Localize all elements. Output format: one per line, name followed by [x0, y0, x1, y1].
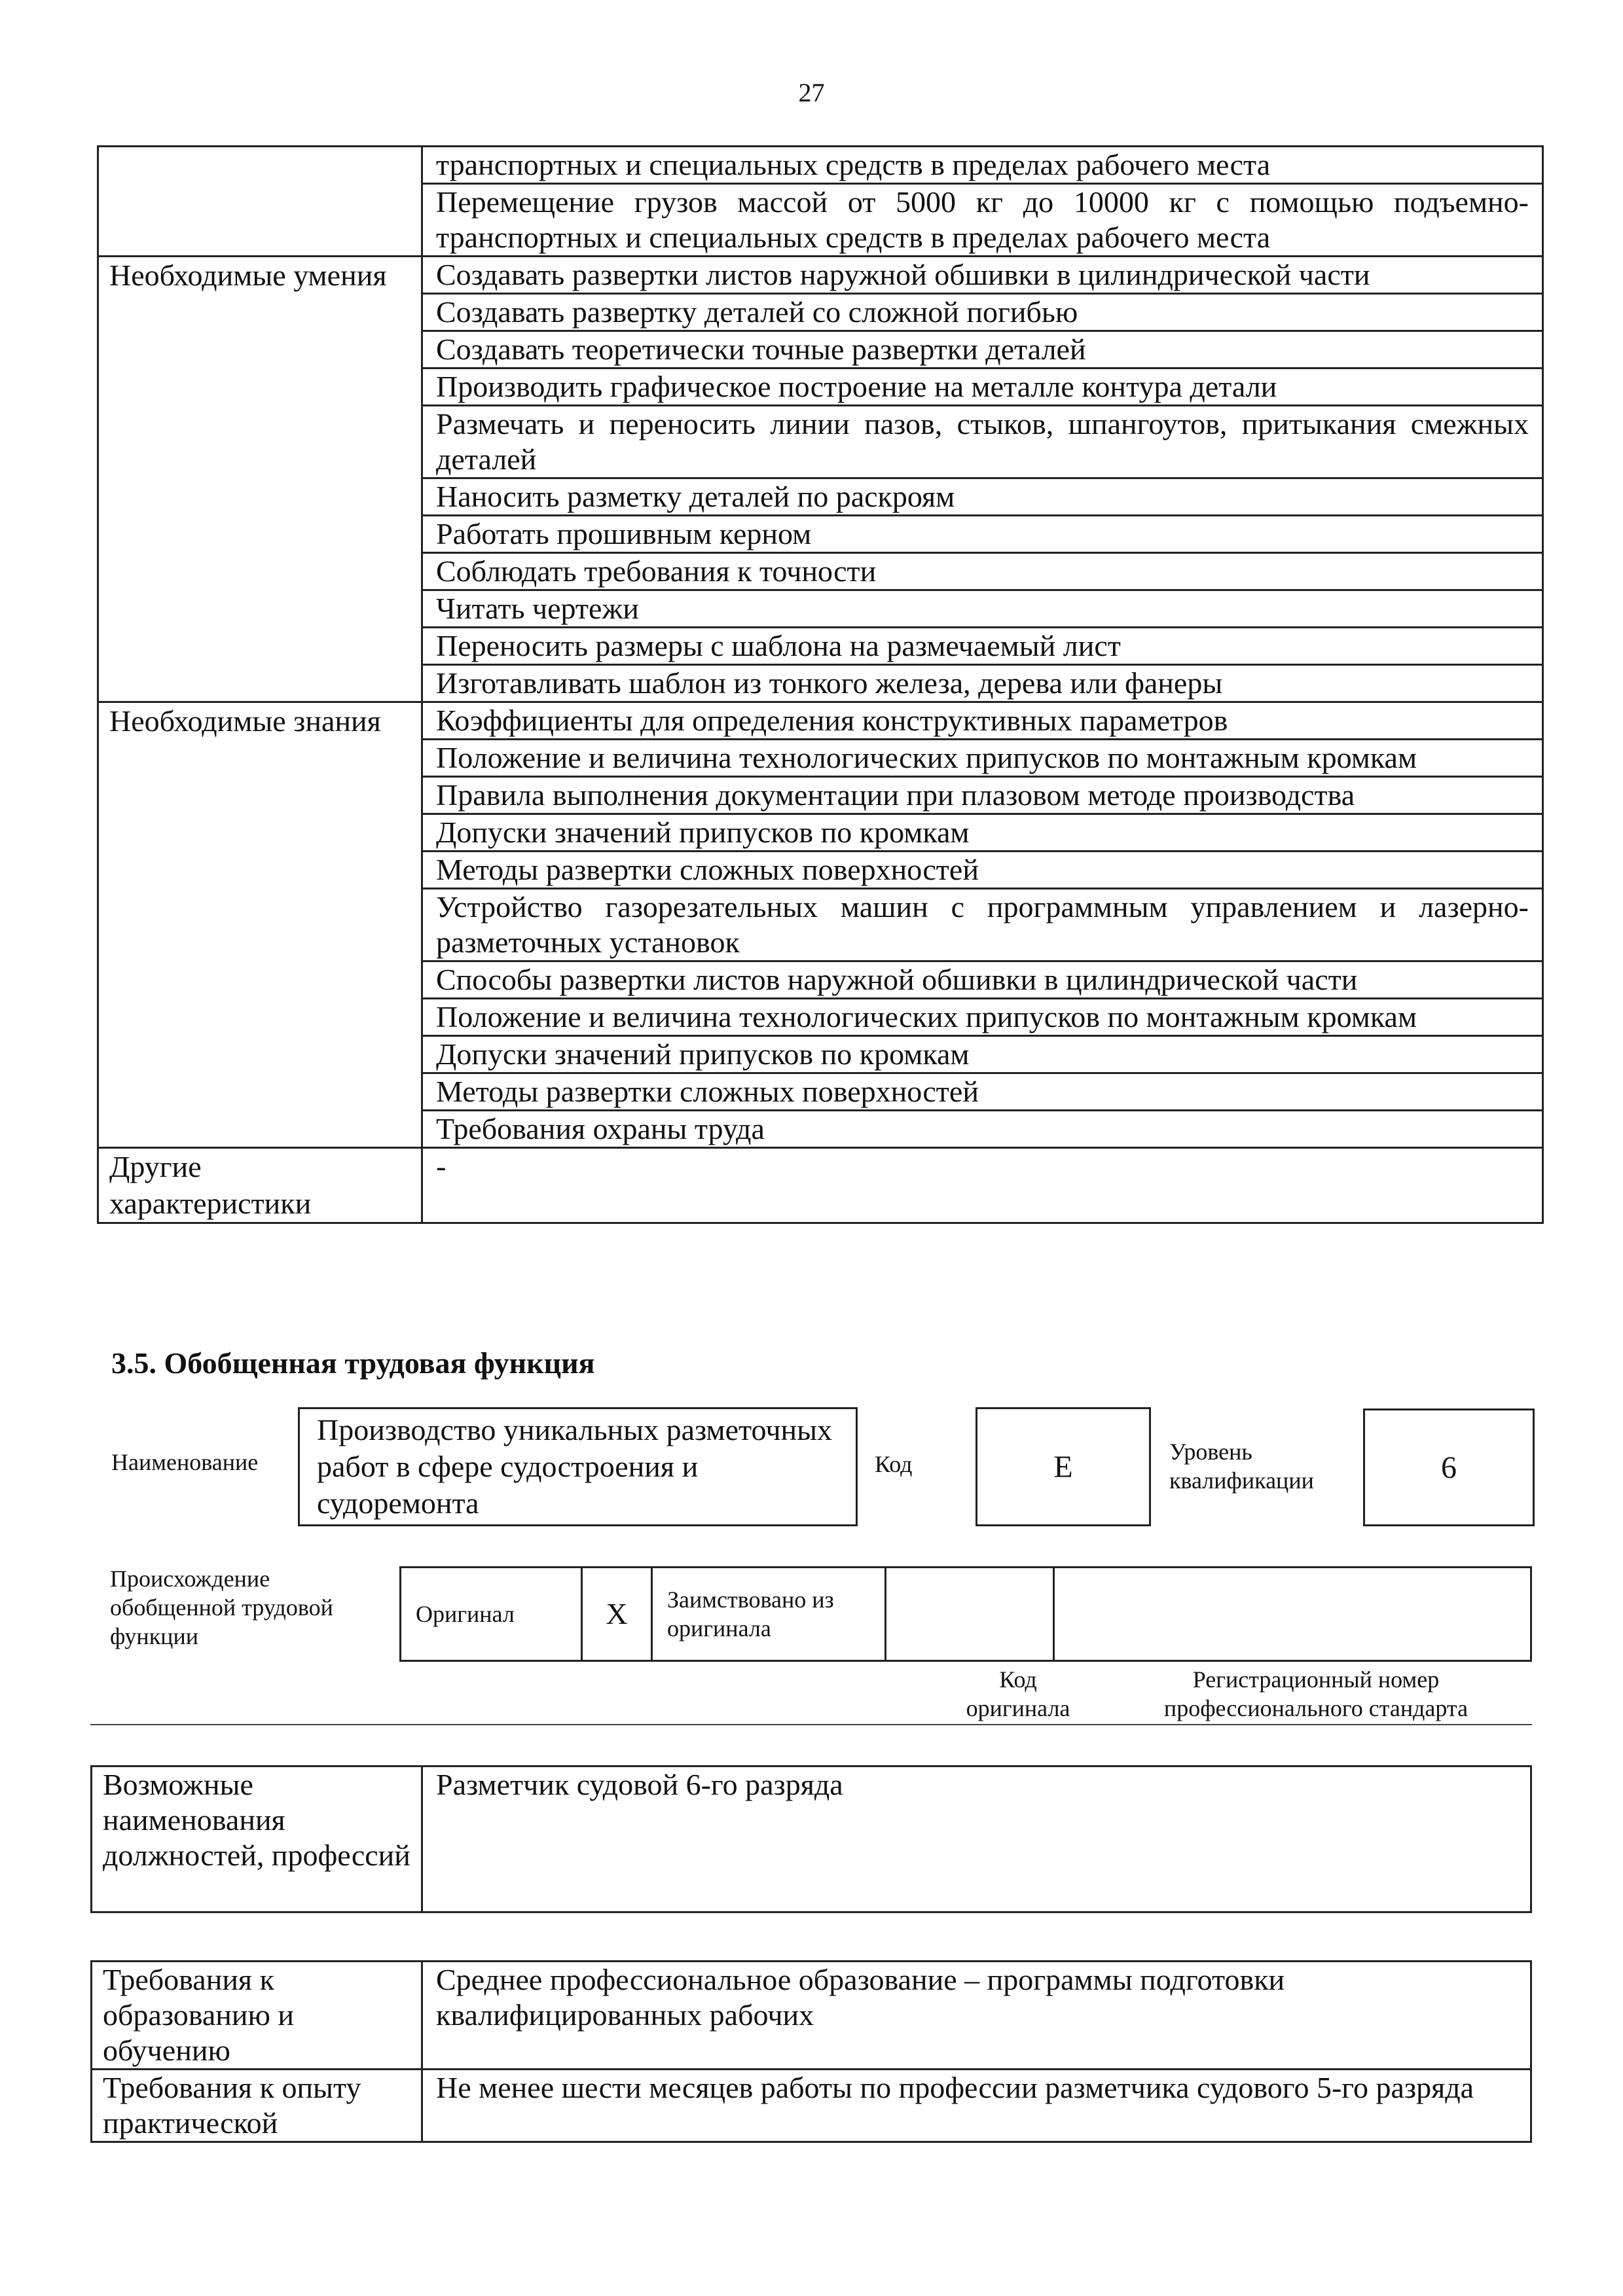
code-value: E	[976, 1407, 1151, 1526]
row-text-cell	[422, 331, 1543, 368]
code-label: Код	[875, 1451, 913, 1477]
skills-label-cell	[98, 257, 422, 702]
table-row	[98, 147, 1543, 184]
row-text-cell	[422, 147, 1543, 184]
skills-label: Необходимые умения	[109, 259, 387, 292]
positions-value: Разметчик судовой 6-го разряда	[436, 1768, 843, 1801]
table-row	[92, 1767, 1531, 1912]
row-text-cell	[422, 999, 1543, 1036]
row-text-cell	[422, 294, 1543, 331]
row-text: Устройство газорезательных машин с программным управлением и лазерно-разметочных установок	[436, 890, 1529, 959]
row-text-cell	[422, 665, 1543, 702]
row-text: Способы развертки листов наружной обшивки в цилиндрической части	[436, 963, 1358, 996]
original-mark: X	[606, 1597, 628, 1630]
knowledge-label-cell	[98, 702, 422, 1148]
name-value: Производство уникальных разметочных работ в сфере судостроения и судоремонта	[298, 1407, 858, 1526]
row-text-cell	[422, 257, 1543, 294]
row-text: Положение и величина технологических припусков по монтажным кромкам	[436, 741, 1417, 774]
education-label: Требования к образованию и обучению	[103, 1963, 294, 2067]
row-text-cell	[422, 590, 1543, 628]
positions-table	[90, 1765, 1532, 1913]
row-text-cell	[422, 777, 1543, 814]
original-mark-cell	[582, 1568, 652, 1661]
knowledge-label: Необходимые знания	[109, 704, 381, 738]
row-text: Методы развертки сложных поверхностей	[436, 1075, 979, 1108]
positions-label: Возможные наименования должностей, профессий	[103, 1768, 410, 1872]
row-text-cell	[422, 184, 1543, 257]
row-text: Допуски значений припусков по кромкам	[436, 816, 970, 849]
row-text: транспортных и специальных средств в пределах рабочего места	[436, 148, 1271, 181]
row-text-cell	[422, 1148, 1543, 1223]
row-text-cell	[422, 478, 1543, 516]
page-number: 27	[798, 78, 825, 107]
row-text: Соблюдать требования к точности	[436, 554, 877, 588]
row-text: Методы развертки сложных поверхностей	[436, 853, 979, 886]
row-text: Производить графическое построение на металле контура детали	[436, 370, 1277, 403]
borrowed-label-cell	[652, 1568, 886, 1661]
code-original-cell	[886, 1568, 1054, 1661]
row-text: Переносить размеры с шаблона на размечаемый лист	[436, 629, 1121, 662]
row-text-cell	[422, 702, 1543, 740]
positions-label-cell	[92, 1767, 422, 1912]
origin-label: Происхождение обобщенной трудовой функции	[110, 1566, 333, 1649]
row-text-cell	[422, 553, 1543, 590]
table-row	[92, 2070, 1531, 2142]
other-label-cell	[98, 1148, 422, 1223]
row-text: -	[436, 1149, 447, 1183]
row-text: Работать прошивным керном	[436, 517, 812, 550]
education-value: Среднее профессиональное образование – программы подготовки квалифицированных рабочих	[436, 1963, 1285, 2032]
row-text: Создавать теоретически точные развертки деталей	[436, 332, 1086, 366]
separator-line	[90, 1724, 1532, 1725]
code-original-caption: Код оригинала	[966, 1666, 1070, 1721]
original-label-cell	[401, 1568, 582, 1661]
row-text: Изготавливать шаблон из тонкого железа, дерева или фанеры	[436, 666, 1223, 700]
original-label: Оригинал	[416, 1601, 515, 1627]
name-label: Наименование	[111, 1449, 259, 1475]
row-text: Размечать и переносить линии пазов, стыков, шпангоутов, притыкания смежных деталей	[436, 407, 1529, 476]
row-text: Читать чертежи	[436, 592, 639, 625]
table-row	[98, 257, 1543, 294]
reg-number-cell	[1054, 1568, 1531, 1661]
row-text-cell	[422, 889, 1543, 961]
row-text-cell	[422, 628, 1543, 665]
row-text: Положение и величина технологических припусков по монтажным кромкам	[436, 1000, 1417, 1033]
row-text-cell	[422, 852, 1543, 889]
education-value-cell	[422, 1962, 1531, 2070]
borrowed-label: Заимствовано из оригинала	[667, 1587, 834, 1641]
row-text: Создавать развертки листов наружной обшивки в цилиндрической части	[436, 258, 1370, 291]
row-text-cell	[422, 406, 1543, 478]
row-text: Допуски значений припусков по кромкам	[436, 1037, 970, 1071]
experience-value-cell	[422, 2070, 1531, 2142]
row-text-cell	[422, 1036, 1543, 1073]
table-row	[98, 1148, 1543, 1223]
row-text-cell	[422, 516, 1543, 553]
experience-label: Требования к опыту практической	[103, 2071, 361, 2140]
experience-value: Не менее шести месяцев работы по профессии разметчика судового 5-го разряда	[436, 2071, 1474, 2104]
row-text-cell	[422, 814, 1543, 852]
row-label-cell	[98, 147, 422, 257]
table-row	[98, 702, 1543, 740]
row-text-cell	[422, 368, 1543, 406]
reg-number-caption: Регистрационный номер профессионального стандарта	[1163, 1666, 1468, 1721]
experience-label-cell	[92, 2070, 422, 2142]
level-value: 6	[1363, 1408, 1535, 1526]
row-text: Требования охраны труда	[436, 1112, 765, 1145]
row-text: Правила выполнения документации при плазовом методе производства	[436, 778, 1355, 812]
row-text-cell	[422, 961, 1543, 999]
other-label: Другие характеристики	[109, 1150, 312, 1220]
education-label-cell	[92, 1962, 422, 2070]
table-row	[401, 1568, 1531, 1661]
row-text: Коэффициенты для определения конструктивных параметров	[436, 704, 1228, 737]
row-text: Перемещение грузов массой от 5000 кг до 10000 кг с помощью подъемно-транспортных и специальных средств в пределах рабочего места	[436, 185, 1529, 254]
row-text-cell	[422, 1073, 1543, 1111]
origin-table	[399, 1566, 1532, 1662]
positions-value-cell	[422, 1767, 1531, 1912]
level-label: Уровень квалификации	[1169, 1439, 1314, 1494]
row-text-cell	[422, 740, 1543, 777]
requirements-table	[90, 1960, 1532, 2143]
row-text: Наносить разметку деталей по раскроям	[436, 480, 955, 513]
row-text-cell	[422, 1111, 1543, 1148]
skills-knowledge-table	[97, 145, 1544, 1224]
table-row	[92, 1962, 1531, 2070]
section-title: 3.5. Обобщенная трудовая функция	[111, 1346, 595, 1380]
row-text: Создавать развертку деталей со сложной погибью	[436, 295, 1078, 329]
